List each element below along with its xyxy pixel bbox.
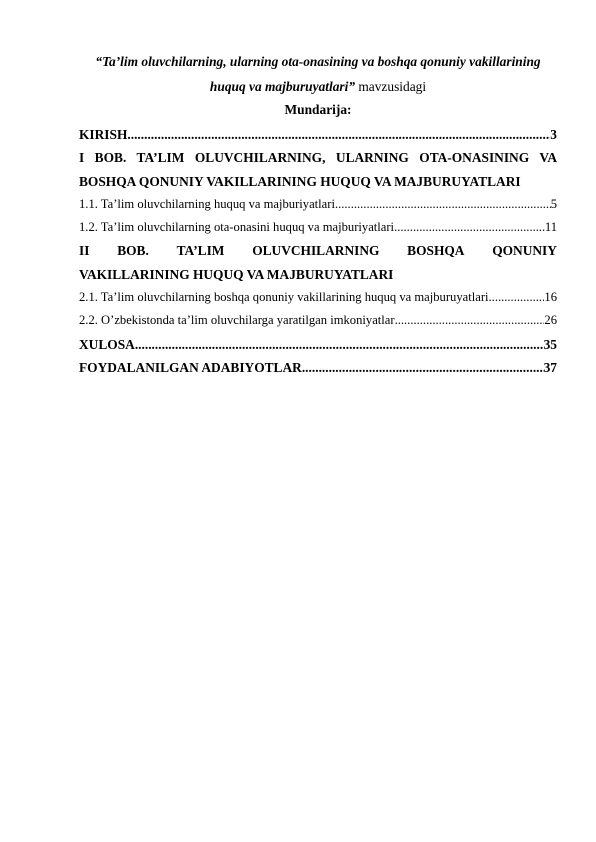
- dot-leader: [335, 193, 551, 216]
- toc-label: 1.1. Ta’lim oluvchilarning huquq va majburiyatlari: [79, 196, 335, 211]
- dot-leader: [302, 356, 544, 379]
- toc-entry-2-1[interactable]: [79, 286, 557, 309]
- document-page: [79, 49, 557, 379]
- heading-word: QONUNIY: [492, 243, 557, 259]
- toc-label: FOYDALANILGAN ADABIYOTLAR: [79, 359, 302, 375]
- toc-entry-1-2[interactable]: [79, 216, 557, 239]
- chapter-1-heading[interactable]: I BOB. TA’LIM OLUVCHILARNING, ULARNING OTA-ONASINING VA BOSHQA QONUNIY VAKILLARINING HUQUQ VA MAJBURUYATLARI: [79, 150, 557, 189]
- heading-word: II: [79, 243, 90, 259]
- toc-entry-2-2[interactable]: [79, 309, 557, 332]
- toc-page-number: 16: [544, 290, 557, 305]
- chapter-2-heading[interactable]: [79, 239, 557, 286]
- toc-label: 1.2. Ta’lim oluvchilarning ota-onasini huquq va majburiyatlari: [79, 220, 395, 235]
- dot-leader: [394, 216, 545, 239]
- toc-page-number: 26: [544, 313, 557, 328]
- chapter-2-heading-line-1: [79, 239, 557, 262]
- toc-entry-kirish[interactable]: [79, 123, 557, 146]
- toc-page-number: 11: [544, 220, 557, 235]
- toc-entry-xulosa[interactable]: [79, 333, 557, 356]
- contents-heading: Mundarija:: [284, 102, 352, 117]
- toc-entry-adabiyotlar[interactable]: [79, 356, 557, 379]
- heading-word: TA’LIM: [176, 243, 225, 259]
- toc-label: XULOSA: [79, 336, 135, 352]
- title-suffix: mavzusidagi: [355, 79, 427, 94]
- heading-word: OLUVCHILARNING: [252, 243, 380, 259]
- toc-page-number: 35: [543, 336, 557, 352]
- toc-entry-1-1[interactable]: [79, 193, 557, 216]
- heading-word: BOSHQA: [407, 243, 465, 259]
- chapter-2-heading-line-2: VAKILLARINING HUQUQ VA MAJBURUYATLARI: [79, 266, 394, 282]
- table-of-contents: [79, 123, 557, 379]
- dot-leader: [135, 333, 544, 356]
- dot-leader: [127, 123, 550, 146]
- toc-label: 2.1. Ta’lim oluvchilarning boshqa qonuniy vakillarining huquq va majburuyatlari: [79, 290, 489, 305]
- title-italic: “Ta’lim oluvchilarning, ularning ota-onasining va boshqa qonuniy vakillarining huquq va majburuyatlari”: [95, 54, 541, 94]
- toc-label: KIRISH: [79, 127, 128, 142]
- toc-page-number: 3: [550, 127, 557, 142]
- dot-leader: [395, 309, 545, 332]
- document-title: [79, 49, 557, 99]
- dot-leader: [489, 286, 545, 309]
- toc-label: 2.2. O’zbekistonda ta’lim oluvchilarga yaratilgan imkoniyatlar: [79, 313, 395, 328]
- toc-page-number: 5: [550, 196, 557, 211]
- heading-word: BOB.: [117, 243, 149, 259]
- toc-page-number: 37: [543, 359, 557, 375]
